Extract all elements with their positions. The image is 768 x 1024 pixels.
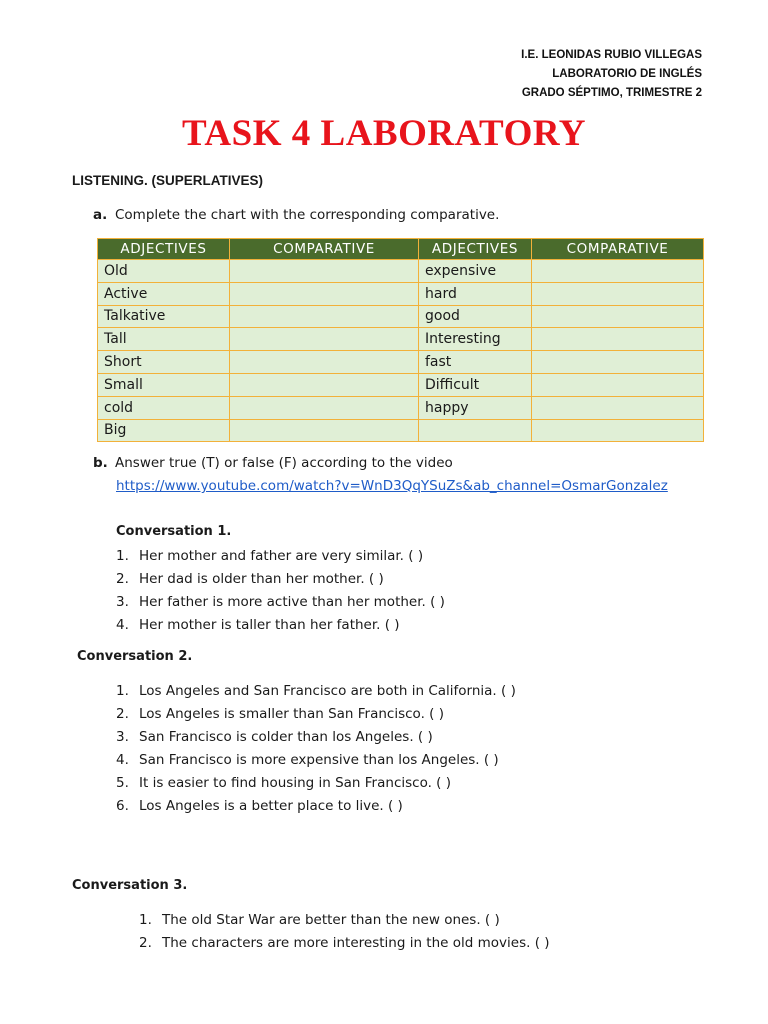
table-header: ADJECTIVES [98,239,230,260]
adjectives-table [97,238,704,442]
instruction-b [93,454,453,472]
document-header [521,46,702,103]
table-row [98,419,704,442]
table-row [98,282,704,305]
list-item: 3. San Francisco is colder than los Angeles. ( ) [116,729,433,745]
conversation-2-list [116,680,516,818]
table-cell: expensive [419,260,532,283]
table-row [98,396,704,419]
table-cell[interactable] [230,260,419,283]
table-cell: cold [98,396,230,419]
page-title: TASK 4 LABORATORY [182,113,586,154]
conversation-1-list [116,545,445,637]
table-cell[interactable] [230,282,419,305]
conversation-1-title: Conversation 1. [116,524,232,539]
table-cell: Tall [98,328,230,351]
list-item: 4. Her mother is taller than her father. ( ) [116,617,400,633]
list-item: 1. The old Star War are better than the new ones. ( ) [139,912,500,928]
table-row [98,328,704,351]
grade-info: GRADO SÉPTIMO, TRIMESTRE 2 [521,87,702,99]
conversation-2-title: Conversation 2. [77,649,193,664]
table-cell: Short [98,351,230,374]
list-item: 6. Los Angeles is a better place to live. ( ) [116,798,403,814]
table-cell[interactable] [532,351,704,374]
table-cell[interactable] [532,305,704,328]
table-row [98,305,704,328]
table-cell[interactable] [230,396,419,419]
table-cell[interactable] [532,260,704,283]
table-cell[interactable] [532,328,704,351]
table-cell[interactable] [532,373,704,396]
table-cell: Big [98,419,230,442]
table-cell[interactable] [230,328,419,351]
table-row [98,373,704,396]
list-item: 2. Her dad is older than her mother. ( ) [116,571,384,587]
table-cell: fast [419,351,532,374]
table-cell: Talkative [98,305,230,328]
table-cell: happy [419,396,532,419]
conversation-3-title: Conversation 3. [72,878,188,893]
table-row [98,351,704,374]
list-item: 5. It is easier to find housing in San Francisco. ( ) [116,775,451,791]
table-cell: Small [98,373,230,396]
table-cell[interactable] [230,419,419,442]
table-header: COMPARATIVE [230,239,419,260]
table-cell[interactable] [419,419,532,442]
list-item: 2. The characters are more interesting in the old movies. ( ) [139,935,550,951]
table-cell: Difficult [419,373,532,396]
table-cell[interactable] [230,351,419,374]
section-label: LISTENING. (SUPERLATIVES) [72,173,264,188]
list-item: 4. San Francisco is more expensive than los Angeles. ( ) [116,752,499,768]
list-item: 2. Los Angeles is smaller than San Francisco. ( ) [116,706,444,722]
table-cell: Active [98,282,230,305]
table-cell[interactable] [230,305,419,328]
table-cell[interactable] [532,282,704,305]
instruction-b-text: Answer true (T) or false (F) according to the video [115,455,453,471]
list-item: 1. Her mother and father are very similar. ( ) [116,548,424,564]
school-name: I.E. LEONIDAS RUBIO VILLEGAS [521,49,702,61]
instruction-b-marker: b. [93,455,108,471]
list-item: 1. Los Angeles and San Francisco are both in California. ( ) [116,683,516,699]
table-cell: Interesting [419,328,532,351]
table-header-row [98,239,704,260]
instruction-a-marker: a. [93,207,108,223]
table-row [98,260,704,283]
table-header: COMPARATIVE [532,239,704,260]
instruction-a [93,206,499,224]
table-cell: Old [98,260,230,283]
instruction-a-text: Complete the chart with the corresponding comparative. [115,207,500,223]
lab-name: LABORATORIO DE INGLÉS [552,68,702,80]
table-cell: good [419,305,532,328]
list-item: 3. Her father is more active than her mother. ( ) [116,594,445,610]
video-link[interactable]: https://www.youtube.com/watch?v=WnD3QqYSuZs&ab_channel=OsmarGonzalez [116,478,668,494]
table-cell[interactable] [532,396,704,419]
table-cell: hard [419,282,532,305]
table-cell[interactable] [230,373,419,396]
table-cell[interactable] [532,419,704,442]
table-header: ADJECTIVES [419,239,532,260]
conversation-3-list [139,909,550,955]
